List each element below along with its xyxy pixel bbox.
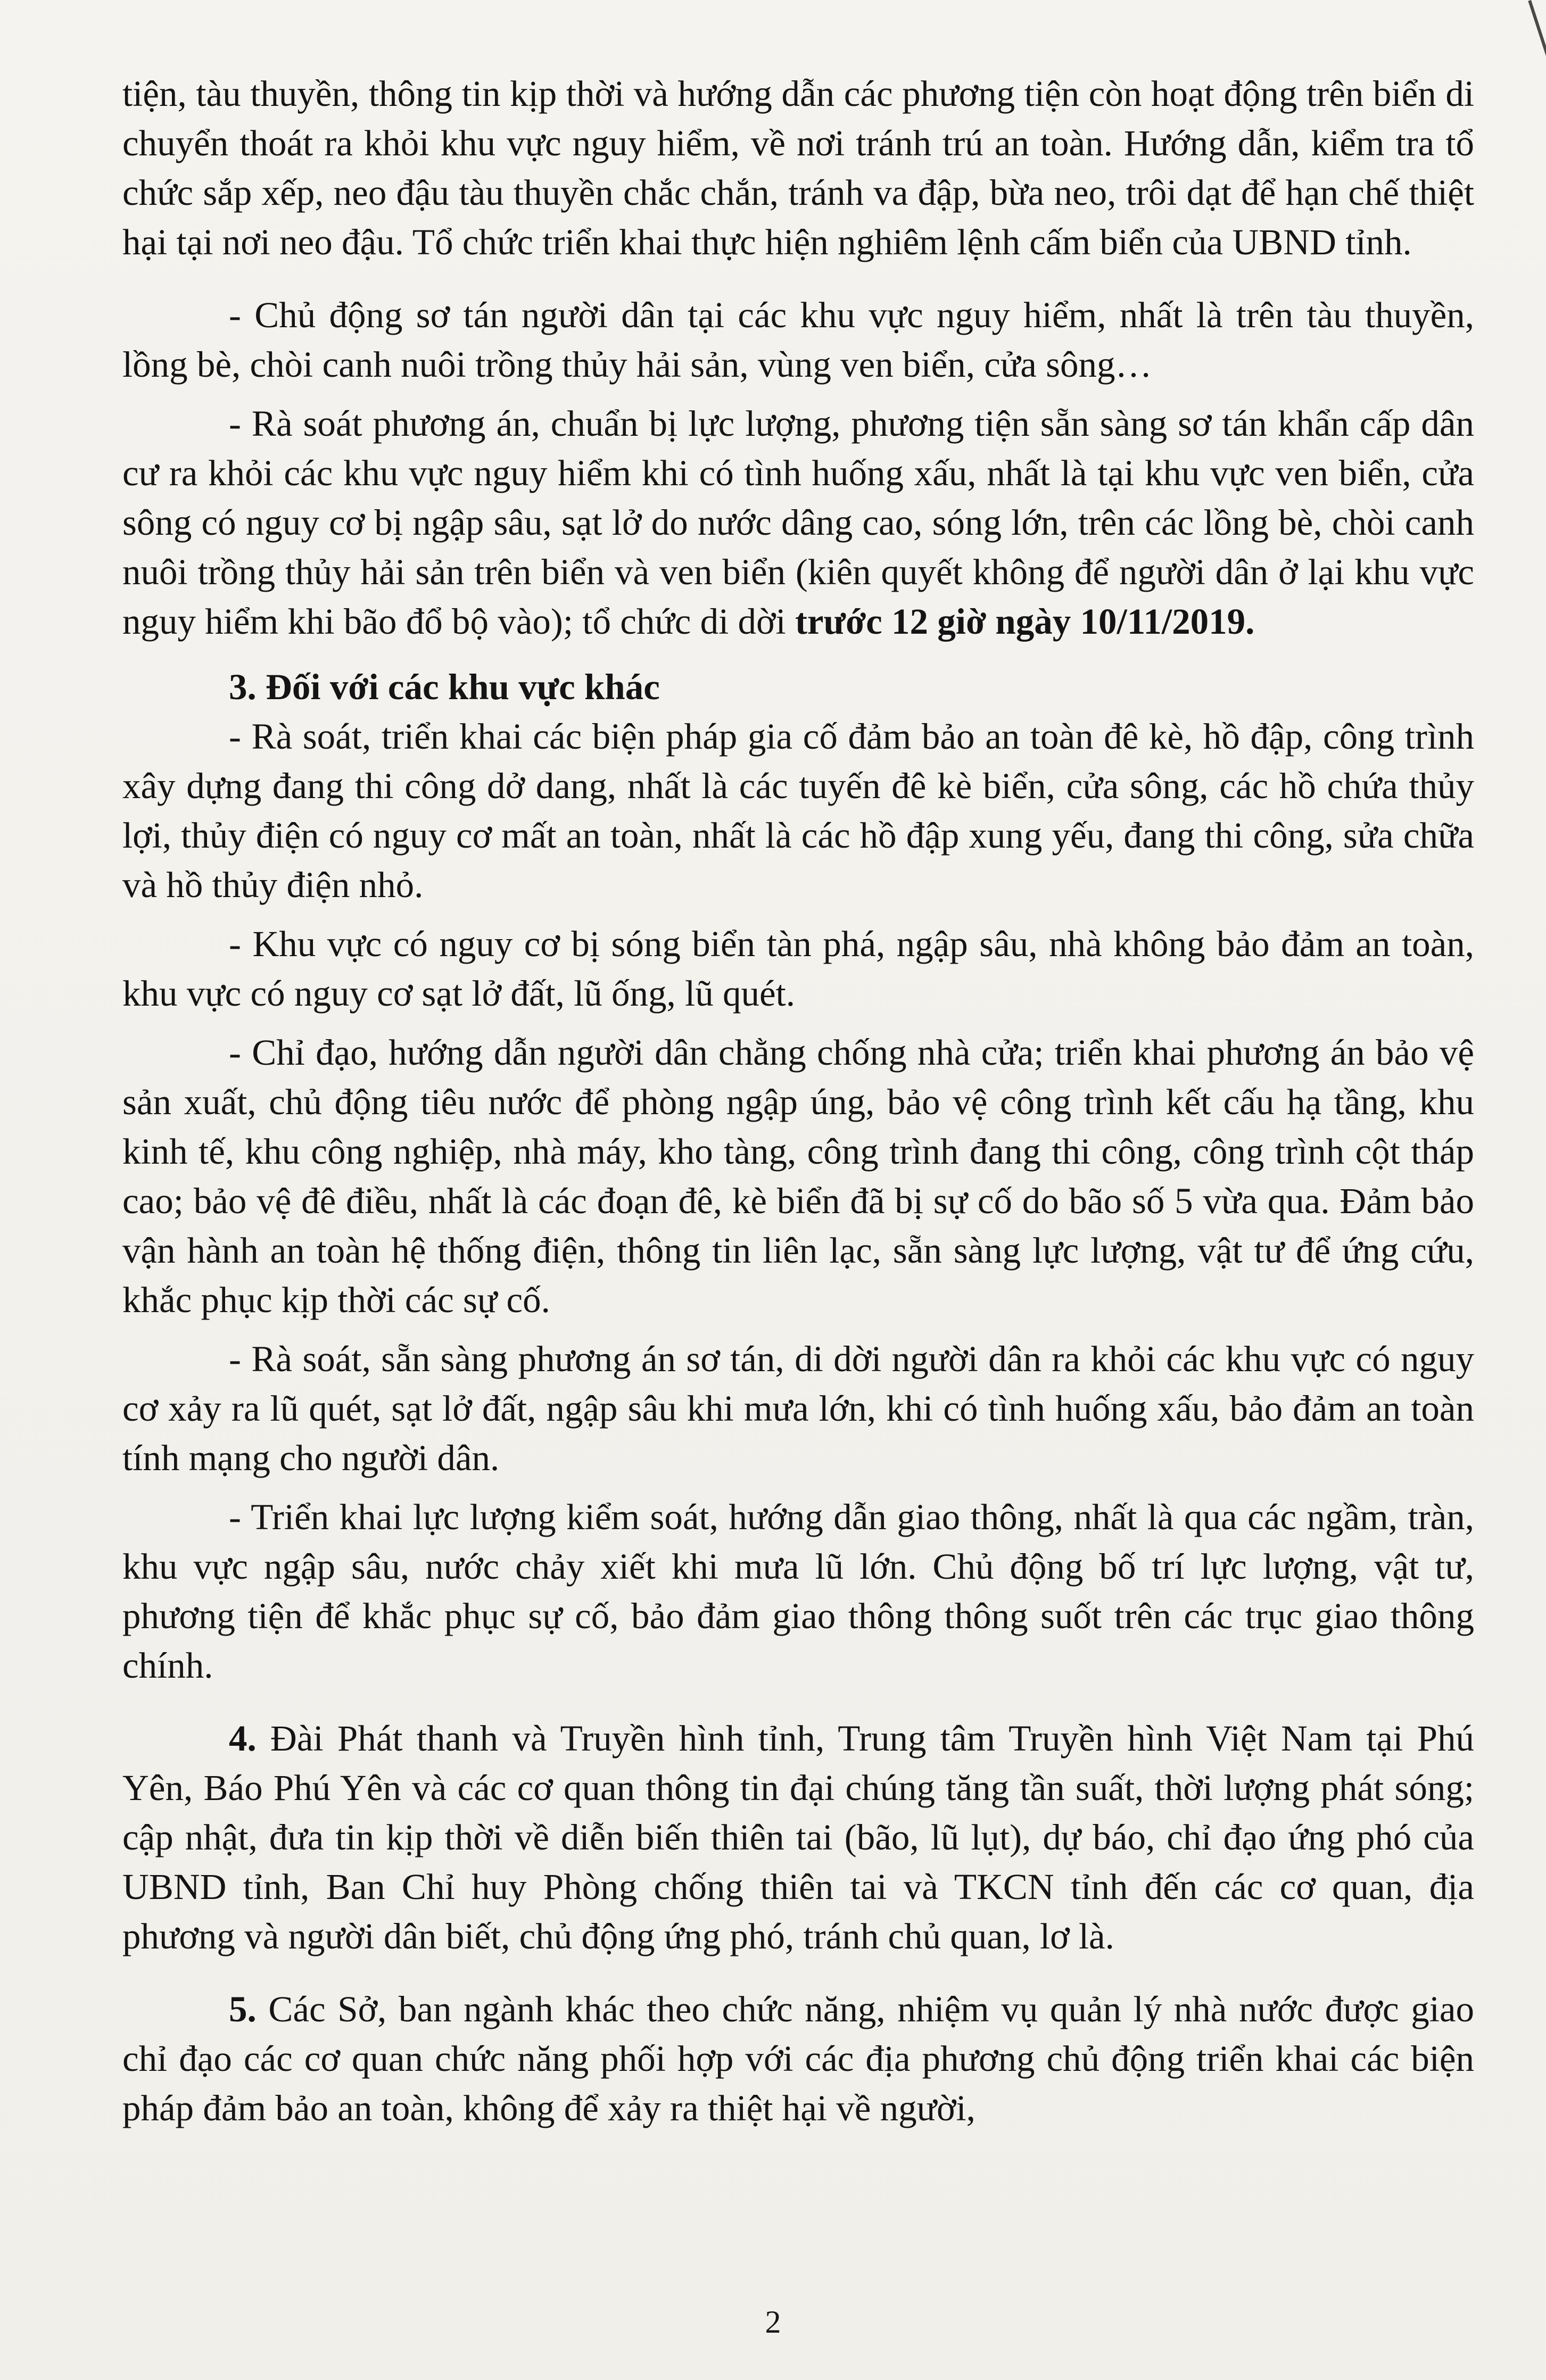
paragraph-7: - Chỉ đạo, hướng dẫn người dân chằng chống nhà cửa; triển khai phương án bảo vệ sản xuất, chủ động tiêu nước để phòng ngập úng, bảo vệ công trình kết cấu hạ tầng, khu kinh tế, khu công nghiệp, nhà máy, kho tàng, công trình đang thi công, công trình cột tháp cao; bảo vệ đê điều, nhất là các đoạn đê, kè biển đã bị sự cố do bão số 5 vừa qua. Đảm bảo vận hành an toàn hệ thống điện, thông tin liên lạc, sẵn sàng lực lượng, vật tư để ứng cứu, khắc phục kịp thời các sự cố. [122, 1032, 1474, 1320]
paragraph-5: - Rà soát, triển khai các biện pháp gia cố đảm bảo an toàn đê kè, hồ đập, công trình xây dựng đang thi công dở dang, nhất là các tuyến đê kè biển, cửa sông, các hồ chứa thủy lợi, thủy điện có nguy cơ mất an toàn, nhất là các hồ đập xung yếu, đang thi công, sửa chữa và hồ thủy điện nhỏ. [122, 716, 1474, 905]
section-4-number: 4. [229, 1718, 257, 1759]
section-4 [122, 1714, 1474, 1961]
paragraph-3 [122, 399, 1474, 646]
section-heading-3: 3. Đối với các khu vực khác [229, 667, 660, 707]
paragraph-2: - Chủ động sơ tán người dân tại các khu vực nguy hiểm, nhất là trên tàu thuyền, lồng bè, chòi canh nuôi trồng thủy hải sản, vùng ven biển, cửa sông… [122, 295, 1474, 385]
section-5 [122, 1985, 1474, 2133]
section-4-text: Đài Phát thanh và Truyền hình tỉnh, Trung tâm Truyền hình Việt Nam tại Phú Yên, Báo Phú Yên và các cơ quan thông tin đại chúng tăng tần suất, thời lượng phát sóng; cập nhật, đưa tin kịp thời về diễn biến thiên tai (bão, lũ lụt), dự báo, chỉ đạo ứng phó của UBND tỉnh, Ban Chỉ huy Phòng chống thiên tai và TKCN tỉnh đến các cơ quan, địa phương và người dân biết, chủ động ứng phó, tránh chủ quan, lơ là. [122, 1718, 1474, 1956]
section-5-text: Các Sở, ban ngành khác theo chức năng, nhiệm vụ quản lý nhà nước được giao chỉ đạo các cơ quan chức năng phối hợp với các địa phương chủ động triển khai các biện pháp đảm bảo an toàn, không để xảy ra thiệt hại về người, [122, 1989, 1474, 2128]
page-number: 2 [765, 2304, 781, 2340]
section-5-number: 5. [229, 1989, 257, 2029]
paragraph-8: - Rà soát, sẵn sàng phương án sơ tán, di dời người dân ra khỏi các khu vực có nguy cơ xảy ra lũ quét, sạt lở đất, ngập sâu khi mưa lớn, khi có tình huống xấu, bảo đảm an toàn tính mạng cho người dân. [122, 1339, 1474, 1478]
paragraph-3-text: - Rà soát phương án, chuẩn bị lực lượng, phương tiện sẵn sàng sơ tán khẩn cấp dân cư ra khỏi các khu vực nguy hiểm khi có tình huống xấu, nhất là tại khu vực ven biển, cửa sông có nguy cơ bị ngập sâu, sạt lở do nước dâng cao, sóng lớn, trên các lồng bè, chòi canh nuôi trồng thủy hải sản trên biển và ven biển (kiên quyết không để người dân ở lại khu vực nguy hiểm khi bão đổ bộ vào); tổ chức di dời [122, 403, 1474, 642]
paragraph-1: tiện, tàu thuyền, thông tin kịp thời và hướng dẫn các phương tiện còn hoạt động trên biển di chuyển thoát ra khỏi khu vực nguy hiểm, về nơi tránh trú an toàn. Hướng dẫn, kiểm tra tổ chức sắp xếp, neo đậu tàu thuyền chắc chắn, tránh va đập, bừa neo, trôi dạt để hạn chế thiệt hại tại nơi neo đậu. Tổ chức triển khai thực hiện nghiêm lệnh cấm biển của UBND tỉnh. [122, 73, 1474, 262]
document-body [122, 69, 1474, 2133]
paragraph-6: - Khu vực có nguy cơ bị sóng biển tàn phá, ngập sâu, nhà không bảo đảm an toàn, khu vực có nguy cơ sạt lở đất, lũ ống, lũ quét. [122, 924, 1474, 1014]
paragraph-9: - Triển khai lực lượng kiểm soát, hướng dẫn giao thông, nhất là qua các ngầm, tràn, khu vực ngập sâu, nước chảy xiết khi mưa lũ lớn. Chủ động bố trí lực lượng, vật tư, phương tiện để khắc phục sự cố, bảo đảm giao thông thông suốt trên các trục giao thông chính. [122, 1497, 1474, 1686]
scan-edge-line [1528, 0, 1546, 132]
paragraph-3-deadline: trước 12 giờ ngày 10/11/2019. [795, 601, 1255, 642]
